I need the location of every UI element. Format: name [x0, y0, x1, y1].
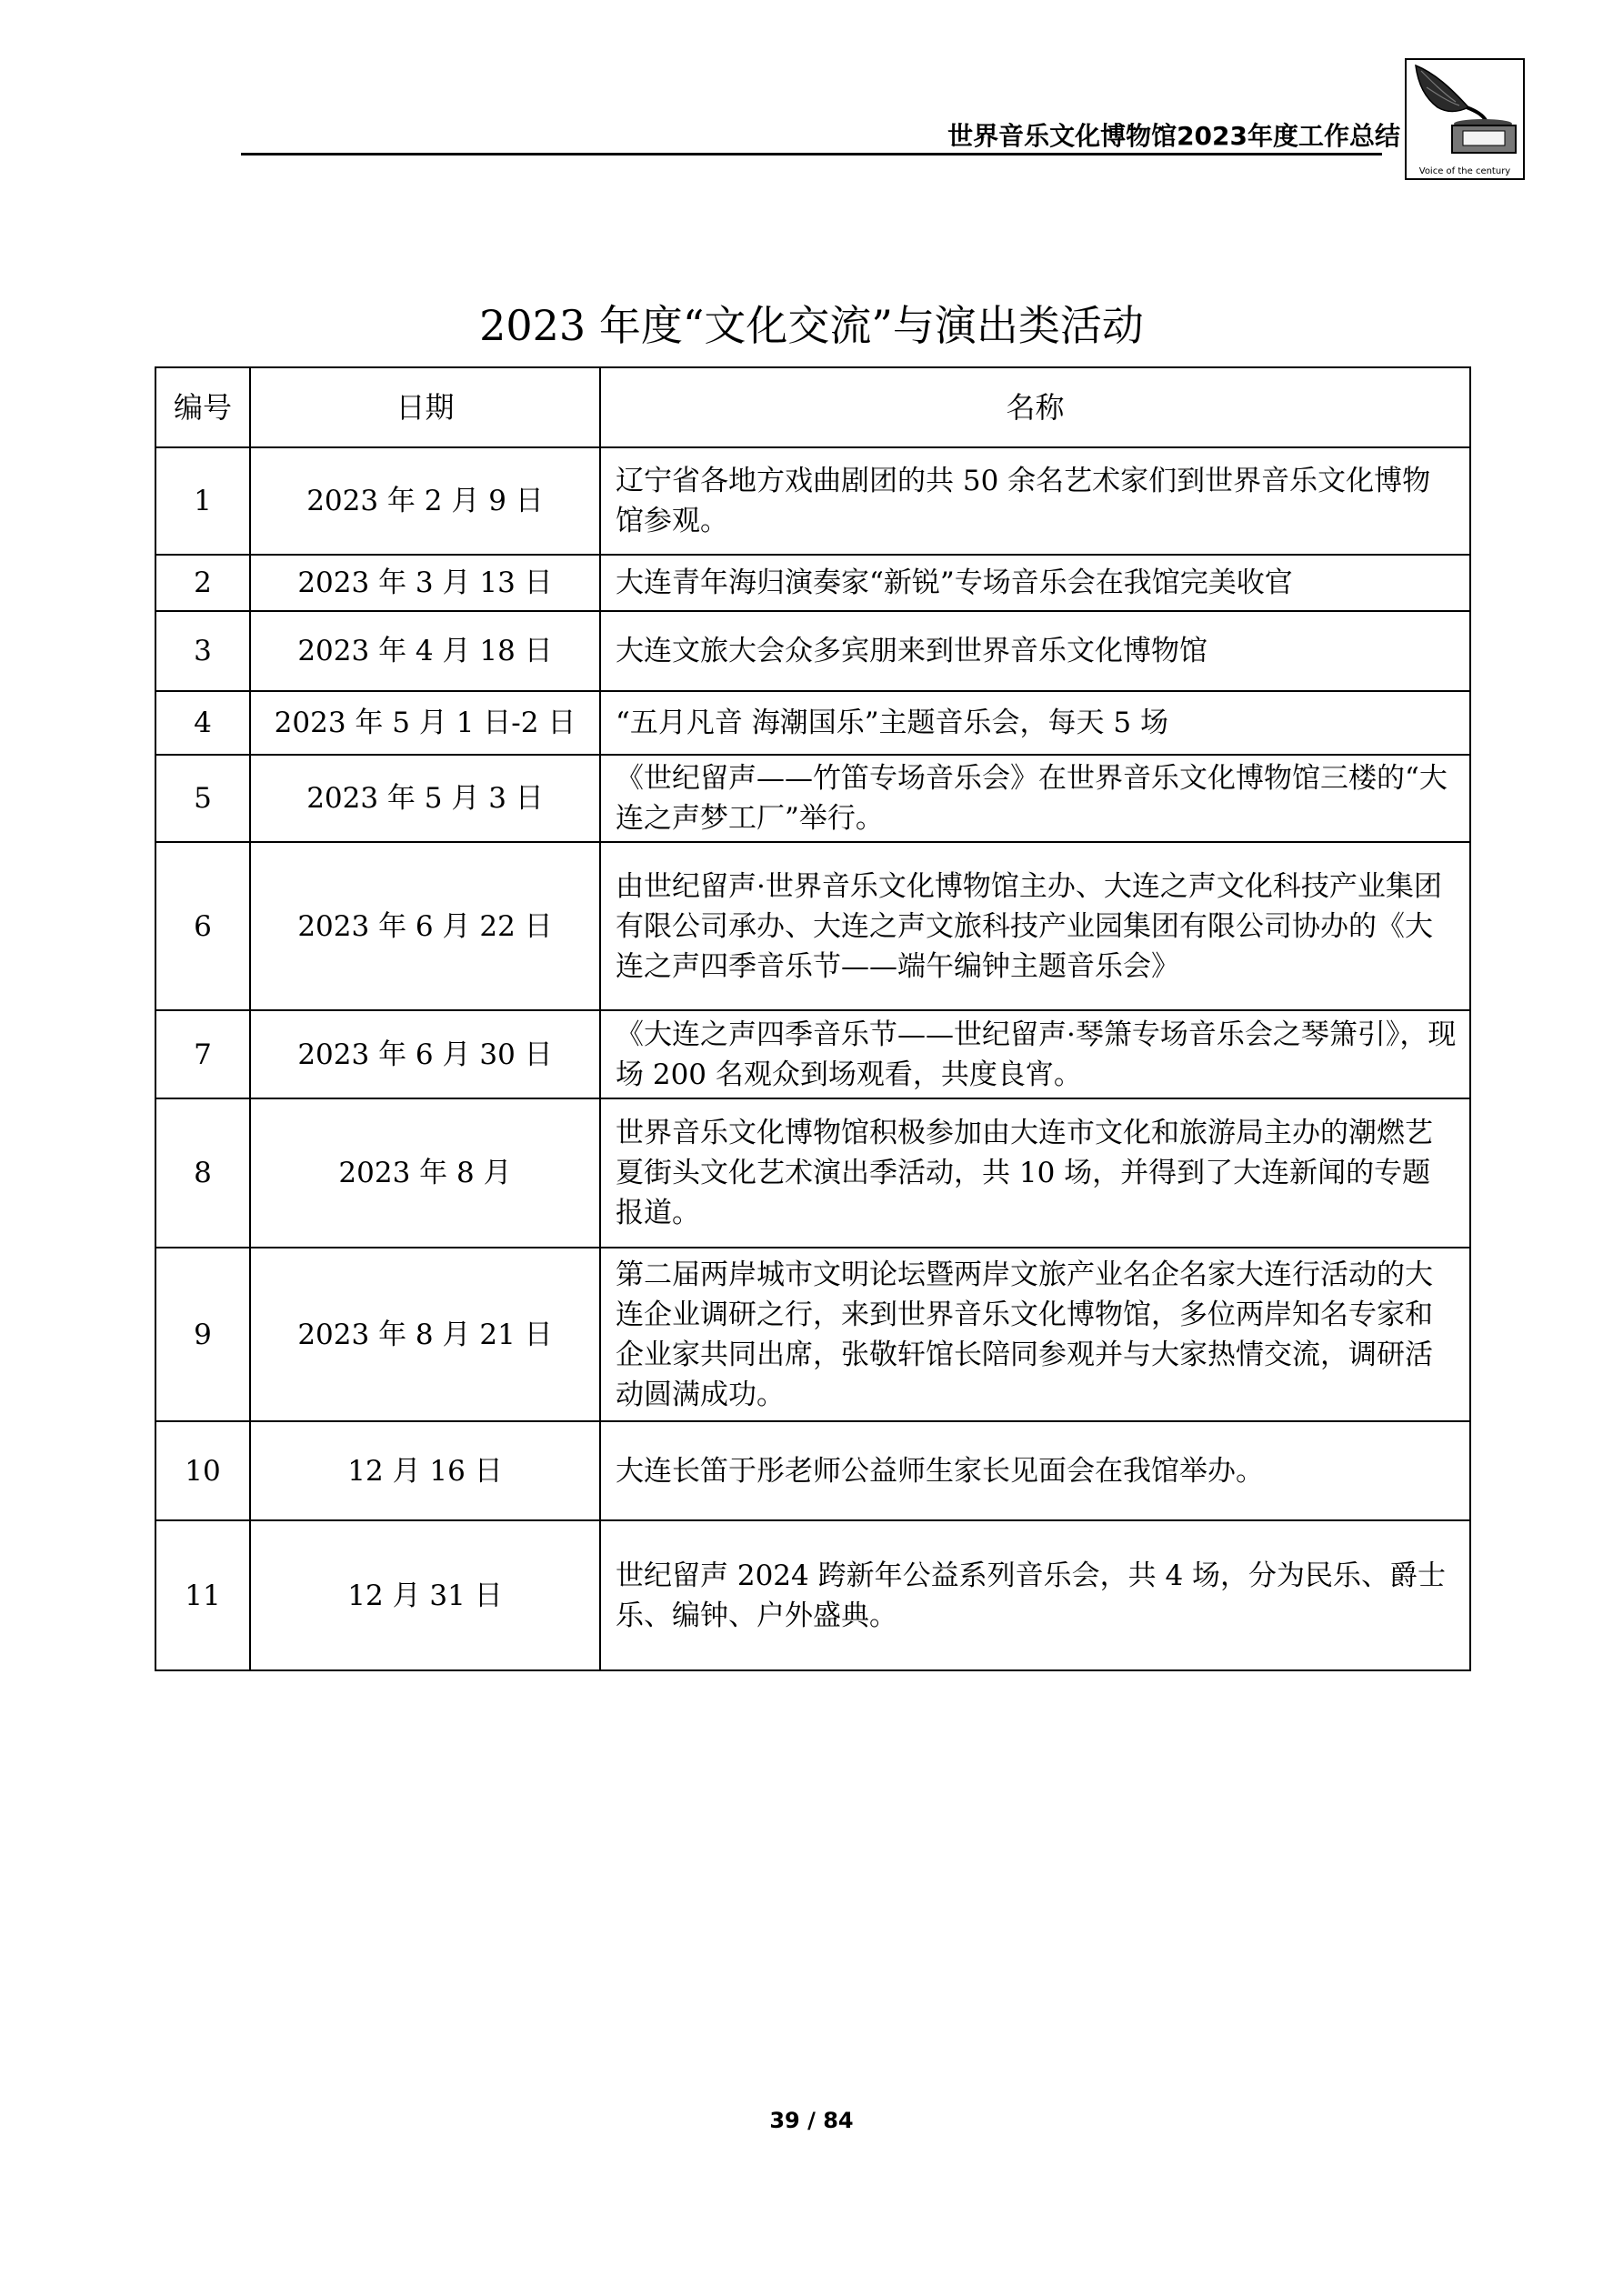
row-number: 7 [155, 1010, 250, 1098]
table-header-row [155, 367, 1470, 447]
column-header-name: 名称 [600, 367, 1470, 447]
row-date: 2023 年 6 月 22 日 [250, 842, 600, 1010]
row-number: 8 [155, 1098, 250, 1248]
row-activity-name: 《大连之声四季音乐节——世纪留声·琴箫专场音乐会之琴箫引》，现场 200 名观众到场观看，共度良宵。 [600, 1010, 1470, 1098]
column-header-date: 日期 [250, 367, 600, 447]
row-date: 2023 年 5 月 3 日 [250, 755, 600, 842]
row-activity-name: 大连长笛于彤老师公益师生家长见面会在我馆举办。 [600, 1421, 1470, 1520]
page-title: 2023 年度“文化交流”与演出类活动 [479, 301, 1144, 350]
table-row [155, 1248, 1470, 1421]
table-row [155, 1421, 1470, 1520]
row-number: 5 [155, 755, 250, 842]
header-rule [241, 153, 1382, 155]
row-activity-name: 世界音乐文化博物馆积极参加由大连市文化和旅游局主办的潮燃艺夏街头文化艺术演出季活动，共 10 场，并得到了大连新闻的专题报道。 [600, 1098, 1470, 1248]
row-number: 11 [155, 1520, 250, 1670]
table-row [155, 555, 1470, 611]
table-row [155, 1098, 1470, 1248]
row-activity-name: “五月凡音 海潮国乐”主题音乐会，每天 5 场 [600, 691, 1470, 755]
table-row [155, 1010, 1470, 1098]
row-activity-name: 《世纪留声——竹笛专场音乐会》在世界音乐文化博物馆三楼的“大连之声梦工厂”举行。 [600, 755, 1470, 842]
row-activity-name: 辽宁省各地方戏曲剧团的共 50 余名艺术家们到世界音乐文化博物馆参观。 [600, 447, 1470, 555]
row-number: 1 [155, 447, 250, 555]
row-date: 2023 年 5 月 1 日-2 日 [250, 691, 600, 755]
table-row [155, 611, 1470, 691]
row-number: 6 [155, 842, 250, 1010]
row-date: 2023 年 2 月 9 日 [250, 447, 600, 555]
gramophone-icon [1407, 60, 1523, 162]
row-activity-name: 第二届两岸城市文明论坛暨两岸文旅产业名企名家大连行活动的大连企业调研之行，来到世界音乐文化博物馆，多位两岸知名专家和企业家共同出席，张敬轩馆长陪同参观并与大家热情交流，调研活动圆满成功。 [600, 1248, 1470, 1421]
row-date: 2023 年 8 月 [250, 1098, 600, 1248]
row-number: 4 [155, 691, 250, 755]
column-header-no: 编号 [155, 367, 250, 447]
row-date: 2023 年 6 月 30 日 [250, 1010, 600, 1098]
row-date: 2023 年 3 月 13 日 [250, 555, 600, 611]
activities-table [155, 366, 1471, 1671]
row-number: 10 [155, 1421, 250, 1520]
row-activity-name: 由世纪留声·世界音乐文化博物馆主办、大连之声文化科技产业集团有限公司承办、大连之声文旅科技产业园集团有限公司协办的《大连之声四季音乐节——端午编钟主题音乐会》 [600, 842, 1470, 1010]
table-row [155, 1520, 1470, 1670]
row-activity-name: 大连青年海归演奏家“新锐”专场音乐会在我馆完美收官 [600, 555, 1470, 611]
row-activity-name: 大连文旅大会众多宾朋来到世界音乐文化博物馆 [600, 611, 1470, 691]
row-date: 2023 年 4 月 18 日 [250, 611, 600, 691]
row-number: 2 [155, 555, 250, 611]
row-number: 9 [155, 1248, 250, 1421]
row-number: 3 [155, 611, 250, 691]
table-row [155, 755, 1470, 842]
row-date: 12 月 31 日 [250, 1520, 600, 1670]
logo-caption: Voice of the century [1418, 166, 1511, 176]
page-number: 39 / 84 [769, 2108, 854, 2133]
running-header: 世界音乐文化博物馆2023年度工作总结 [947, 121, 1400, 151]
table-row [155, 842, 1470, 1010]
museum-logo [1405, 58, 1525, 180]
row-date: 2023 年 8 月 21 日 [250, 1248, 600, 1421]
table-row [155, 447, 1470, 555]
row-activity-name: 世纪留声 2024 跨新年公益系列音乐会，共 4 场，分为民乐、爵士乐、编钟、户外盛典。 [600, 1520, 1470, 1670]
row-date: 12 月 16 日 [250, 1421, 600, 1520]
table-row [155, 691, 1470, 755]
